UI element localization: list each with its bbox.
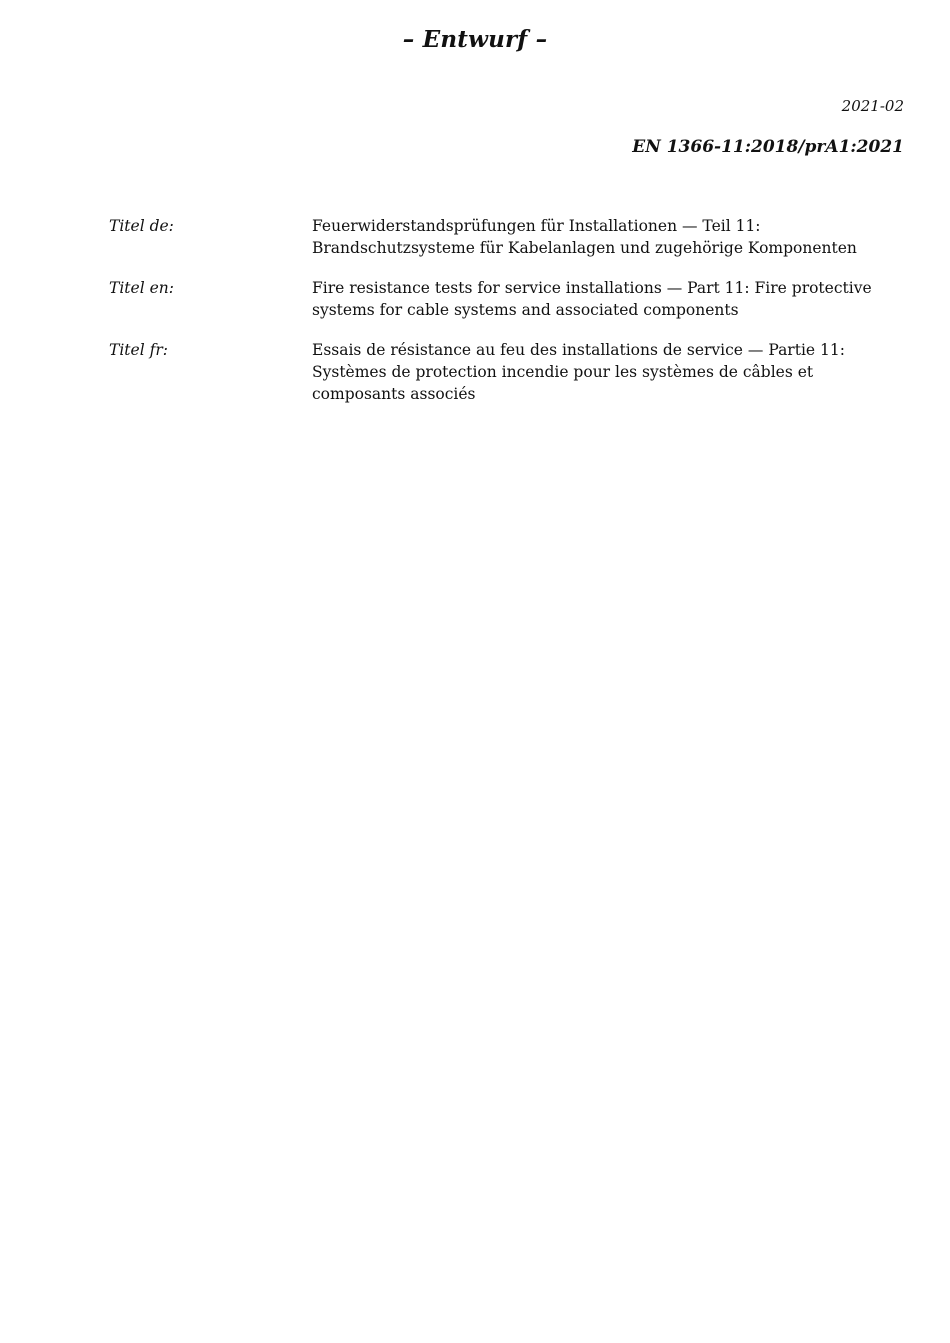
title-row-de: [109, 215, 909, 259]
title-row-en: [109, 277, 909, 321]
draft-heading: – Entwurf –: [402, 26, 548, 53]
title-row-fr: [109, 339, 909, 405]
title-label-de: Titel de:: [109, 217, 174, 235]
title-text-en: Fire resistance tests for service installations — Part 11: Fire protective systems for cable systems and associated components: [312, 279, 872, 319]
title-label-fr: Titel fr:: [109, 341, 168, 359]
document-number: EN 1366-11:2018/prA1:2021: [632, 137, 904, 157]
title-label-en: Titel en:: [109, 279, 174, 297]
document-date: 2021-02: [841, 97, 904, 115]
title-table: [109, 215, 909, 423]
title-text-de: Feuerwiderstandsprüfungen für Installationen — Teil 11: Brandschutzsysteme für Kabelanlagen und zugehörige Komponenten: [312, 217, 857, 257]
title-text-fr: Essais de résistance au feu des installations de service — Partie 11: Systèmes de protection incendie pour les systèmes de câbles et composants associés: [312, 341, 845, 403]
